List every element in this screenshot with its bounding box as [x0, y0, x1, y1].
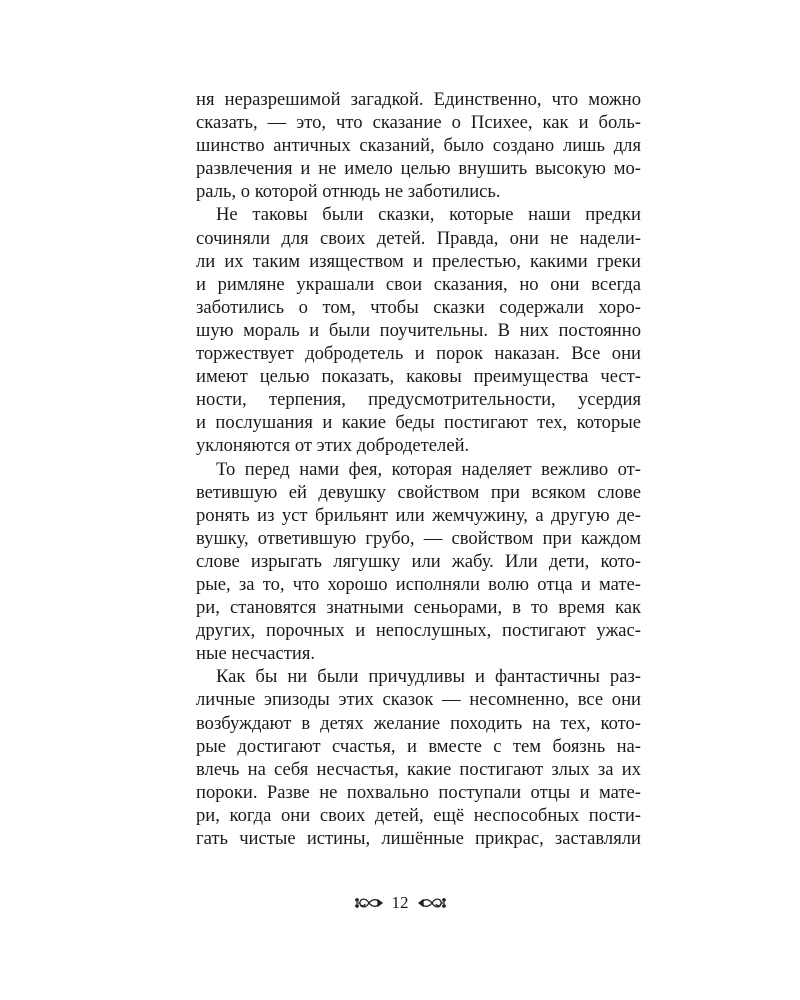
text-line: уклоняются от этих добродетелей. — [196, 435, 470, 457]
text-line: возбуждают в детях желание походить на тех, кото- — [196, 712, 641, 734]
text-line: слове изрыгать лягушку или жабу. Или дети, кото- — [196, 550, 641, 572]
text-line: Не таковы были сказки, которые наши предки — [216, 204, 641, 226]
page-number: 12 — [391, 893, 409, 912]
text-line: ветившую ей девушку свойством при всяком слове — [196, 481, 641, 503]
text-line: сочиняли для своих детей. Правда, они не надели- — [196, 227, 641, 249]
left-ornament-icon — [354, 894, 384, 912]
text-line: шую мораль и были поучительны. В них постоянно — [196, 319, 641, 341]
text-line: развлечения и не имело целью внушить высокую мо- — [196, 158, 641, 180]
right-ornament-icon — [417, 894, 447, 912]
text-line: шинство античных сказаний, было создано лишь для — [196, 135, 641, 157]
text-line: заботились о том, чтобы сказки содержали хоро- — [196, 296, 641, 318]
page-body — [196, 88, 641, 850]
text-line: и римляне украшали свои сказания, но они всегда — [196, 273, 641, 295]
text-line: рые, за то, что хорошо исполняли волю отца и мате- — [196, 573, 641, 595]
text-line: других, порочных и непослушных, постигают ужас- — [196, 620, 641, 642]
page-footer — [0, 893, 800, 913]
text-line: ри, когда они своих детей, ещё неспособных пости- — [196, 804, 641, 826]
text-line: ли их таким изяществом и прелестью, какими греки — [196, 250, 641, 272]
text-line: и послушания и какие беды постигают тех, которые — [196, 412, 641, 434]
text-line: имеют целью показать, каковы преимущества чест- — [196, 366, 641, 388]
text-line: Как бы ни были причудливы и фантастичны раз- — [216, 666, 641, 688]
text-line: пороки. Разве не похвально поступали отцы и мате- — [196, 781, 641, 803]
text-line: ности, терпения, предусмотрительности, усердия — [196, 389, 641, 411]
text-line: гать чистые истины, лишённые прикрас, заставляли — [196, 828, 641, 849]
text-line: ня неразрешимой загадкой. Единственно, что можно — [196, 89, 641, 110]
text-line: раль, о которой отнюдь не заботились. — [196, 181, 501, 203]
text-line: вушку, ответившую грубо, — свойством при каждом — [196, 527, 641, 549]
text-line: влечь на себя несчастья, какие постигают злых за их — [196, 758, 641, 780]
text-line: личные эпизоды этих сказок — несомненно, все они — [196, 689, 641, 711]
text-line: ные несчастия. — [196, 643, 316, 665]
text-line: ри, становятся знатными сеньорами, в то время как — [196, 597, 641, 619]
text-line: ронять из уст брильянт или жемчужину, а другую де- — [196, 504, 641, 526]
text-line: рые достигают счастья, и вместе с тем боязнь на- — [196, 735, 641, 757]
text-line: сказать, — это, что сказание о Психее, как и боль- — [196, 112, 641, 134]
text-line: торжествует добродетель и порок наказан. Все они — [196, 343, 641, 365]
text-line: То перед нами фея, которая наделяет вежливо от- — [216, 458, 641, 480]
